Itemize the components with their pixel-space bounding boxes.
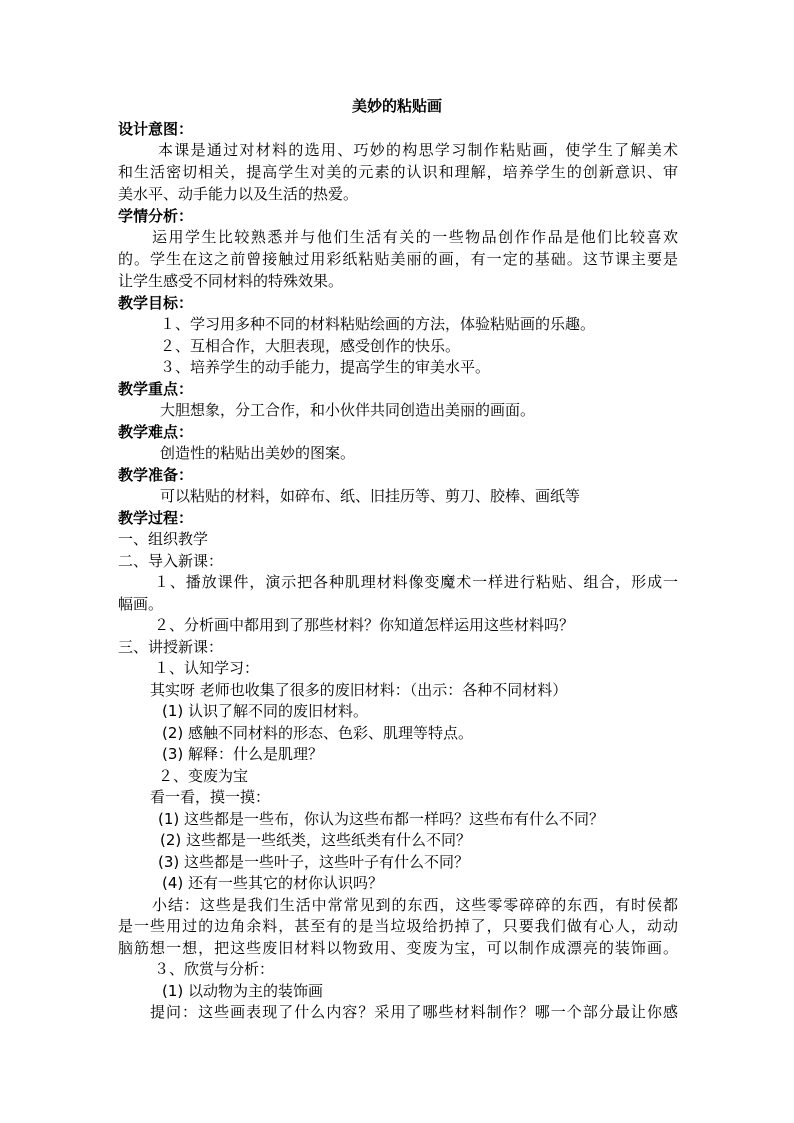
- paragraph-line: 小结：这些是我们生活中常常见到的东西，这些零零碎碎的东西，有时侯都: [152, 896, 678, 914]
- paragraph-line: 运用学生比较熟悉并与他们生活有关的一些物品创作作品是他们比较喜欢: [152, 228, 678, 246]
- section-line: 二、导入新课：: [118, 552, 224, 570]
- paragraph-line: 提问：这些画表现了什么内容？采用了哪些材料制作？哪一个部分最让你感: [150, 1003, 678, 1021]
- paragraph-line: １、播放课件，演示把各种肌理材料像变魔术一样进行粘贴、组合，形成一: [154, 573, 678, 591]
- heading-preparation: 教学准备：: [118, 466, 194, 484]
- paragraph-line: 幅画。: [118, 595, 164, 613]
- paragraph-line: 可以粘贴的材料，如碎布、纸、旧挂历等、剪刀、胶棒、画纸等: [160, 487, 581, 505]
- list-item: (3) 这些都是一些叶子，这些叶子有什么不同？: [158, 853, 470, 871]
- heading-design-intent: 设计意图：: [118, 120, 194, 138]
- paragraph-line: 本课是通过对材料的选用、巧妙的构思学习制作粘贴画，使学生了解美术: [158, 141, 678, 159]
- paragraph-line: 的。学生在这之前曾接触过用彩纸粘贴美丽的画，有一定的基础。这节课主要是: [118, 250, 678, 268]
- paragraph-line: ２、分析画中都用到了那些材料？你知道怎样运用这些材料吗？: [154, 616, 575, 634]
- paragraph-line: 和生活密切相关，提高学生对美的元素的认识和理解，培养学生的创新意识、审: [118, 163, 678, 181]
- section-line: 三、讲授新课：: [118, 638, 224, 656]
- list-item: (4) 还有一些其它的材你认识吗？: [162, 874, 384, 892]
- list-item: ３、欣赏与分析：: [154, 960, 275, 978]
- list-item: (3) 解释：什么是肌理？: [162, 745, 324, 763]
- list-item: (1) 这些都是一些布，你认为这些布都一样吗？这些布有什么不同？: [158, 810, 605, 828]
- document-title: 美妙的粘贴画: [351, 97, 442, 115]
- list-item: (1) 以动物为主的装饰画: [162, 982, 324, 1000]
- paragraph-line: 大胆想象，分工合作，和小伙伴共同创造出美丽的画面。: [160, 401, 536, 419]
- paragraph-line: 美水平、动手能力以及生活的热爱。: [118, 185, 359, 203]
- heading-difficulties: 教学难点：: [118, 423, 194, 441]
- list-item: １、学习用多种不同的材料粘贴绘画的方法，体验粘贴画的乐趣。: [160, 315, 596, 333]
- list-item: (1) 认识了解不同的废旧材料。: [162, 702, 369, 720]
- paragraph-line: 创造性的粘贴出美妙的图案。: [160, 444, 356, 462]
- paragraph-line: 看一看，摸一摸：: [150, 788, 271, 806]
- heading-teaching-process: 教学过程：: [118, 509, 194, 527]
- list-item: ３、培养学生的动手能力，提高学生的审美水平。: [160, 358, 491, 376]
- heading-key-points: 教学重点：: [118, 380, 194, 398]
- paragraph-line: 让学生感受不同材料的特殊效果。: [118, 272, 344, 290]
- paragraph-line: 脑筋想一想，把这些废旧材料以物致用、变废为宝，可以制作成漂亮的装饰画。: [118, 939, 678, 957]
- list-item: (2) 这些都是一些纸类，这些纸类有什么不同？: [160, 831, 472, 849]
- heading-student-analysis: 学情分析：: [118, 207, 194, 225]
- list-item: ２、互相合作，大胆表现，感受创作的快乐。: [160, 337, 461, 355]
- list-item: (2) 感触不同材料的形态、色彩、肌理等特点。: [162, 724, 474, 742]
- section-line: 一、组织教学: [118, 530, 209, 548]
- paragraph-line: 其实呀 老师也收集了很多的废旧材料：（出示：各种不同材料）: [150, 681, 568, 699]
- heading-teaching-goals: 教学目标：: [118, 294, 194, 312]
- list-item: ２、变废为宝: [158, 767, 249, 785]
- list-item: １、认知学习：: [154, 659, 260, 677]
- paragraph-line: 是一些用过的边角余料，甚至有的是当垃圾给扔掉了，只要我们做有心人，动动: [118, 917, 678, 935]
